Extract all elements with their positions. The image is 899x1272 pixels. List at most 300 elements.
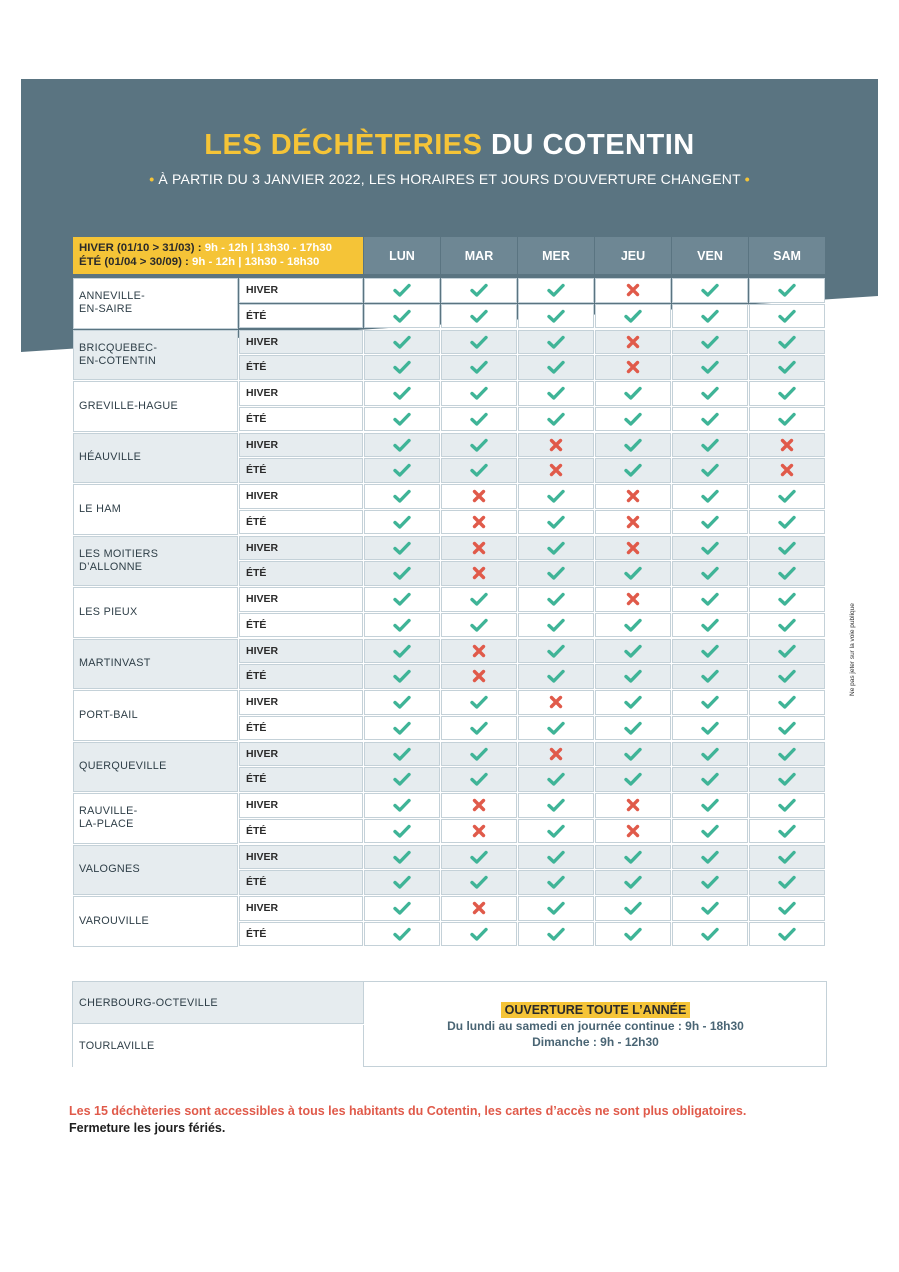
- status-cell: [518, 407, 594, 432]
- check-icon: [624, 644, 642, 658]
- check-icon: [393, 309, 411, 323]
- status-cell: [518, 664, 594, 689]
- site-name: PORT-BAIL: [73, 690, 238, 741]
- check-icon: [547, 489, 565, 503]
- cross-icon: [780, 463, 794, 477]
- check-icon: [701, 438, 719, 452]
- site-name: HÉAUVILLE: [73, 433, 238, 484]
- status-cell: [441, 845, 517, 870]
- status-cell: [595, 278, 671, 303]
- check-icon: [624, 386, 642, 400]
- check-icon: [393, 335, 411, 349]
- status-cell: [364, 819, 440, 844]
- holiday-note: Fermeture les jours fériés.: [69, 1121, 226, 1135]
- summer-season-label: ÉTÉ: [239, 664, 363, 689]
- status-cell: [364, 587, 440, 612]
- summer-season-label: ÉTÉ: [239, 819, 363, 844]
- status-cell: [595, 793, 671, 818]
- summer-season-label: ÉTÉ: [239, 870, 363, 895]
- check-icon: [778, 669, 796, 683]
- status-cell: [364, 742, 440, 767]
- check-icon: [547, 772, 565, 786]
- check-icon: [624, 309, 642, 323]
- check-icon: [547, 644, 565, 658]
- check-icon: [778, 747, 796, 761]
- check-icon: [470, 747, 488, 761]
- cross-icon: [472, 489, 486, 503]
- status-cell: [441, 819, 517, 844]
- status-cell: [595, 510, 671, 535]
- check-icon: [470, 309, 488, 323]
- access-note: Les 15 déchèteries sont accessibles à tous les habitants du Cotentin, les cartes d’accès ne sont plus obligatoires.: [69, 1104, 747, 1118]
- check-icon: [778, 335, 796, 349]
- check-icon: [624, 695, 642, 709]
- status-cell: [518, 639, 594, 664]
- site-row: [73, 587, 826, 639]
- check-icon: [624, 438, 642, 452]
- check-icon: [470, 927, 488, 941]
- check-icon: [701, 283, 719, 297]
- status-cell: [749, 407, 825, 432]
- check-icon: [393, 824, 411, 838]
- check-icon: [701, 721, 719, 735]
- status-cell: [441, 742, 517, 767]
- status-cell: [672, 587, 748, 612]
- check-icon: [393, 875, 411, 889]
- check-icon: [701, 386, 719, 400]
- check-icon: [778, 618, 796, 632]
- check-icon: [470, 438, 488, 452]
- status-cell: [595, 690, 671, 715]
- status-cell: [441, 896, 517, 921]
- status-cell: [441, 407, 517, 432]
- check-icon: [778, 772, 796, 786]
- check-icon: [547, 386, 565, 400]
- check-icon: [624, 463, 642, 477]
- status-cell: [672, 742, 748, 767]
- check-icon: [470, 850, 488, 864]
- site-name: VAROUVILLE: [73, 896, 238, 947]
- status-cell: [595, 639, 671, 664]
- winter-hours: 9h - 12h | 13h30 - 17h30: [204, 242, 332, 254]
- status-cell: [518, 510, 594, 535]
- cross-icon: [626, 592, 640, 606]
- status-cell: [672, 922, 748, 947]
- check-icon: [624, 747, 642, 761]
- site-name: VALOGNES: [73, 845, 238, 896]
- check-icon: [778, 901, 796, 915]
- cross-icon: [549, 438, 563, 452]
- site-name: LE HAM: [73, 484, 238, 535]
- check-icon: [547, 798, 565, 812]
- winter-season-label: HIVER: [239, 381, 363, 406]
- check-icon: [470, 463, 488, 477]
- check-icon: [393, 515, 411, 529]
- day-header-ven: VEN: [672, 237, 748, 274]
- site-row: [73, 330, 826, 382]
- status-cell: [672, 536, 748, 561]
- status-cell: [364, 613, 440, 638]
- page-subtitle: [0, 171, 899, 187]
- status-cell: [441, 716, 517, 741]
- check-icon: [701, 901, 719, 915]
- check-icon: [547, 901, 565, 915]
- status-cell: [364, 304, 440, 329]
- status-cell: [672, 561, 748, 586]
- summer-season-label: ÉTÉ: [239, 407, 363, 432]
- cross-icon: [549, 695, 563, 709]
- status-cell: [749, 433, 825, 458]
- status-cell: [749, 381, 825, 406]
- check-icon: [547, 618, 565, 632]
- status-cell: [518, 355, 594, 380]
- status-cell: [441, 690, 517, 715]
- check-icon: [470, 335, 488, 349]
- winter-season-label: HIVER: [239, 536, 363, 561]
- check-icon: [624, 927, 642, 941]
- check-icon: [701, 566, 719, 580]
- summer-season-label: ÉTÉ: [239, 510, 363, 535]
- site-name-cherbourg: CHERBOURG-OCTEVILLE: [73, 982, 364, 1024]
- status-cell: [364, 561, 440, 586]
- check-icon: [393, 463, 411, 477]
- bullet-dot-icon: •: [149, 171, 155, 187]
- check-icon: [778, 875, 796, 889]
- day-header-sam: SAM: [749, 237, 825, 274]
- status-cell: [749, 304, 825, 329]
- check-icon: [701, 772, 719, 786]
- cross-icon: [626, 515, 640, 529]
- summer-hours-line: [79, 255, 357, 269]
- site-row: [73, 278, 826, 330]
- check-icon: [701, 360, 719, 374]
- status-cell: [518, 381, 594, 406]
- check-icon: [393, 772, 411, 786]
- cross-icon: [472, 515, 486, 529]
- site-row: [73, 381, 826, 433]
- day-header-lun: LUN: [364, 237, 440, 274]
- status-cell: [518, 458, 594, 483]
- winter-season-label: HIVER: [239, 278, 363, 303]
- cross-icon: [780, 438, 794, 452]
- check-icon: [470, 875, 488, 889]
- winter-season-label: HIVER: [239, 793, 363, 818]
- check-icon: [701, 541, 719, 555]
- winter-label: HIVER (01/10 > 31/03) :: [79, 242, 202, 254]
- status-cell: [749, 561, 825, 586]
- status-cell: [749, 664, 825, 689]
- check-icon: [393, 669, 411, 683]
- check-icon: [470, 618, 488, 632]
- status-cell: [749, 458, 825, 483]
- status-cell: [441, 355, 517, 380]
- status-cell: [364, 330, 440, 355]
- site-name: LES MOITIERS D’ALLONNE: [73, 536, 238, 587]
- check-icon: [470, 721, 488, 735]
- site-name: BRICQUEBEC- EN-COTENTIN: [73, 330, 238, 381]
- status-cell: [518, 613, 594, 638]
- title-part-2: DU COTENTIN: [491, 129, 695, 161]
- site-row: [73, 845, 826, 897]
- status-cell: [749, 639, 825, 664]
- status-cell: [518, 536, 594, 561]
- all-year-hours: [365, 982, 826, 1066]
- check-icon: [547, 541, 565, 555]
- status-cell: [595, 922, 671, 947]
- status-cell: [595, 587, 671, 612]
- check-icon: [778, 824, 796, 838]
- winter-season-label: HIVER: [239, 639, 363, 664]
- check-icon: [624, 850, 642, 864]
- check-icon: [547, 335, 565, 349]
- status-cell: [672, 381, 748, 406]
- check-icon: [470, 592, 488, 606]
- check-icon: [778, 721, 796, 735]
- status-cell: [749, 690, 825, 715]
- check-icon: [393, 360, 411, 374]
- side-note-text: Ne pas jeter sur la voie publique: [849, 603, 856, 696]
- check-icon: [778, 386, 796, 400]
- check-icon: [547, 824, 565, 838]
- check-icon: [778, 515, 796, 529]
- status-cell: [518, 278, 594, 303]
- site-row: [73, 896, 826, 948]
- status-cell: [595, 381, 671, 406]
- status-cell: [441, 330, 517, 355]
- status-cell: [364, 510, 440, 535]
- check-icon: [778, 360, 796, 374]
- check-icon: [624, 669, 642, 683]
- check-icon: [778, 283, 796, 297]
- status-cell: [672, 484, 748, 509]
- cross-icon: [472, 798, 486, 812]
- check-icon: [701, 489, 719, 503]
- status-cell: [672, 278, 748, 303]
- check-icon: [470, 412, 488, 426]
- status-cell: [518, 845, 594, 870]
- status-cell: [595, 433, 671, 458]
- check-icon: [701, 515, 719, 529]
- check-icon: [624, 721, 642, 735]
- status-cell: [441, 561, 517, 586]
- status-cell: [749, 613, 825, 638]
- summer-season-label: ÉTÉ: [239, 613, 363, 638]
- site-row: [73, 793, 826, 845]
- check-icon: [624, 412, 642, 426]
- status-cell: [364, 278, 440, 303]
- check-icon: [778, 798, 796, 812]
- status-cell: [518, 742, 594, 767]
- check-icon: [393, 850, 411, 864]
- bullet-dot-icon: •: [744, 171, 750, 187]
- winter-season-label: HIVER: [239, 330, 363, 355]
- status-cell: [441, 870, 517, 895]
- status-cell: [595, 613, 671, 638]
- site-name: GREVILLE-HAGUE: [73, 381, 238, 432]
- check-icon: [624, 772, 642, 786]
- status-cell: [518, 767, 594, 792]
- status-cell: [364, 355, 440, 380]
- status-cell: [672, 819, 748, 844]
- check-icon: [701, 747, 719, 761]
- status-cell: [749, 742, 825, 767]
- status-cell: [595, 458, 671, 483]
- check-icon: [701, 824, 719, 838]
- status-cell: [518, 304, 594, 329]
- status-cell: [749, 330, 825, 355]
- check-icon: [393, 283, 411, 297]
- check-icon: [701, 644, 719, 658]
- status-cell: [518, 896, 594, 921]
- cross-icon: [626, 360, 640, 374]
- status-cell: [672, 845, 748, 870]
- check-icon: [624, 901, 642, 915]
- check-icon: [701, 309, 719, 323]
- check-icon: [547, 412, 565, 426]
- status-cell: [364, 639, 440, 664]
- status-cell: [595, 536, 671, 561]
- cross-icon: [626, 798, 640, 812]
- status-cell: [364, 922, 440, 947]
- cross-icon: [626, 489, 640, 503]
- summer-season-label: ÉTÉ: [239, 355, 363, 380]
- status-cell: [364, 793, 440, 818]
- status-cell: [518, 819, 594, 844]
- check-icon: [624, 618, 642, 632]
- site-row: [73, 433, 826, 485]
- site-name: QUERQUEVILLE: [73, 742, 238, 793]
- status-cell: [518, 922, 594, 947]
- status-cell: [364, 870, 440, 895]
- status-cell: [595, 664, 671, 689]
- season-hours-legend: [73, 237, 363, 274]
- winter-season-label: HIVER: [239, 690, 363, 715]
- check-icon: [547, 592, 565, 606]
- status-cell: [518, 433, 594, 458]
- cross-icon: [626, 335, 640, 349]
- cross-icon: [472, 669, 486, 683]
- winter-season-label: HIVER: [239, 484, 363, 509]
- check-icon: [778, 309, 796, 323]
- check-icon: [393, 721, 411, 735]
- check-icon: [547, 360, 565, 374]
- check-icon: [393, 618, 411, 632]
- winter-season-label: HIVER: [239, 845, 363, 870]
- status-cell: [595, 845, 671, 870]
- cross-icon: [549, 463, 563, 477]
- site-name: LES PIEUX: [73, 587, 238, 638]
- site-row: [73, 536, 826, 588]
- status-cell: [672, 690, 748, 715]
- page-title: [0, 129, 899, 162]
- status-cell: [364, 407, 440, 432]
- check-icon: [778, 850, 796, 864]
- status-cell: [364, 690, 440, 715]
- status-cell: [364, 896, 440, 921]
- summer-season-label: ÉTÉ: [239, 922, 363, 947]
- status-cell: [441, 484, 517, 509]
- check-icon: [701, 798, 719, 812]
- check-icon: [393, 747, 411, 761]
- check-icon: [393, 901, 411, 915]
- status-cell: [672, 639, 748, 664]
- site-name-tourlaville: TOURLAVILLE: [73, 1025, 364, 1067]
- summer-hours: 9h - 12h | 13h30 - 18h30: [192, 256, 320, 268]
- site-row: [73, 639, 826, 691]
- check-icon: [778, 695, 796, 709]
- check-icon: [470, 360, 488, 374]
- status-cell: [364, 664, 440, 689]
- check-icon: [547, 669, 565, 683]
- status-cell: [364, 767, 440, 792]
- status-cell: [672, 433, 748, 458]
- schedule-table: [73, 278, 826, 948]
- site-name: ANNEVILLE- EN-SAIRE: [73, 278, 238, 329]
- check-icon: [470, 283, 488, 297]
- check-icon: [393, 489, 411, 503]
- status-cell: [749, 536, 825, 561]
- status-cell: [595, 407, 671, 432]
- status-cell: [749, 355, 825, 380]
- weekday-hours: Du lundi au samedi en journée continue : 9h - 18h30: [447, 1019, 744, 1033]
- check-icon: [778, 541, 796, 555]
- check-icon: [701, 695, 719, 709]
- cross-icon: [472, 901, 486, 915]
- status-cell: [595, 819, 671, 844]
- status-cell: [518, 330, 594, 355]
- summer-season-label: ÉTÉ: [239, 561, 363, 586]
- summer-season-label: ÉTÉ: [239, 304, 363, 329]
- title-part-1: LES DÉCHÈTERIES: [204, 129, 483, 161]
- status-cell: [441, 433, 517, 458]
- status-cell: [749, 870, 825, 895]
- summer-season-label: ÉTÉ: [239, 716, 363, 741]
- check-icon: [547, 515, 565, 529]
- status-cell: [441, 922, 517, 947]
- subtitle-text: À PARTIR DU 3 JANVIER 2022, LES HORAIRES ET JOURS D’OUVERTURE CHANGENT: [158, 171, 741, 187]
- status-cell: [749, 845, 825, 870]
- status-cell: [441, 381, 517, 406]
- check-icon: [701, 412, 719, 426]
- check-icon: [393, 386, 411, 400]
- check-icon: [701, 875, 719, 889]
- cross-icon: [472, 566, 486, 580]
- status-cell: [441, 767, 517, 792]
- status-cell: [441, 304, 517, 329]
- status-cell: [595, 484, 671, 509]
- check-icon: [393, 695, 411, 709]
- day-header-mar: MAR: [441, 237, 517, 274]
- status-cell: [672, 407, 748, 432]
- status-cell: [749, 278, 825, 303]
- check-icon: [778, 644, 796, 658]
- check-icon: [393, 412, 411, 426]
- status-cell: [672, 793, 748, 818]
- status-cell: [672, 716, 748, 741]
- status-cell: [672, 767, 748, 792]
- status-cell: [595, 767, 671, 792]
- winter-season-label: HIVER: [239, 433, 363, 458]
- winter-hours-line: [79, 241, 357, 255]
- winter-season-label: HIVER: [239, 742, 363, 767]
- cross-icon: [549, 747, 563, 761]
- status-cell: [672, 664, 748, 689]
- check-icon: [547, 283, 565, 297]
- status-cell: [749, 484, 825, 509]
- check-icon: [393, 927, 411, 941]
- check-icon: [393, 541, 411, 555]
- cross-icon: [626, 283, 640, 297]
